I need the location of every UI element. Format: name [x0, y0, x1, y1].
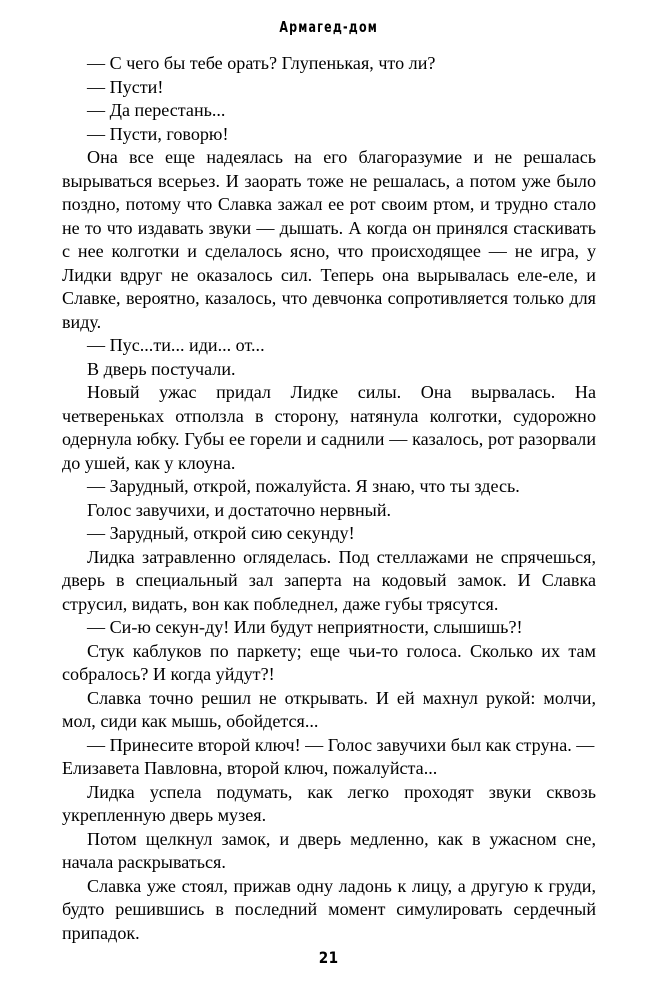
- body-paragraph: Новый ужас придал Лидке силы. Она вырвалась. На четвереньках отползла в сторону, натянула колготки, судорожно одернула юбку. Губы ее горели и саднили — казалось, рот разорвали до ушей, как у клоуна.: [62, 382, 596, 473]
- running-head-title: Армагед-дом: [279, 18, 378, 36]
- dialogue-line: — Зарудный, открой, пожалуйста. Я знаю, что ты здесь.: [87, 476, 520, 496]
- body-paragraph: Она все еще надеялась на его благоразумие и не решалась вырываться всерьез. И заорать тоже не решалась, а потом уже было поздно, потому что Славка зажал ее рот своим ртом, и трудно стало не то что издавать звуки — дышать. А когда он принялся стаскивать с нее колготки и сделалось ясно, что происходящее — не игра, у Лидки вдруг не оказалось сил. Теперь она вырывалась еле-еле, и Славке, вероятно, казалось, что девчонка сопротивляется только для виду.: [62, 147, 596, 332]
- body-paragraph: Голос завучихи, и достаточно нервный.: [87, 499, 392, 520]
- body-paragraph: Потом щелкнул замок, и дверь медленно, как в ужасном сне, начала раскрываться.: [62, 828, 596, 872]
- dialogue-line: — Пусти!: [87, 76, 164, 97]
- running-head: [0, 18, 657, 37]
- body-paragraph: Славка уже стоял, прижав одну ладонь к лицу, а другую к груди, будто решившись в последний момент симулировать сердечный припадок.: [62, 875, 596, 943]
- dialogue-line: — Пус...ти... иди... от...: [87, 335, 265, 355]
- body-paragraph: В дверь постучали.: [87, 358, 236, 379]
- body-paragraph: Лидка успела подумать, как легко проходят звуки сквозь укрепленную дверь музея.: [62, 781, 596, 825]
- page-number: 21: [318, 948, 339, 967]
- dialogue-line: — Принесите второй ключ! — Голос завучихи был как струна. — Елизавета Павловна, второй ключ, пожалуйста...: [62, 734, 595, 778]
- body-paragraph: Лидка затравленно огляделась. Под стеллажами не спрячешься, дверь в специальный зал заперта на кодовый замок. И Славка струсил, видать, вон как побледнел, даже губы трясутся.: [62, 546, 596, 614]
- body-text-column: [62, 52, 596, 945]
- dialogue-line: — Зарудный, открой сию секунду!: [87, 523, 355, 543]
- dialogue-line: — С чего бы тебе орать? Глупенькая, что ли?: [87, 53, 436, 73]
- dialogue-line: — Пусти, говорю!: [87, 123, 229, 144]
- dialogue-line: — Си-ю секун-ду! Или будут неприятности, слышишь?!: [87, 617, 523, 637]
- body-paragraph: Стук каблуков по паркету; еще чьи-то голоса. Сколько их там собралось? И когда уйдут?!: [62, 640, 596, 684]
- body-paragraph: Славка точно решил не открывать. И ей махнул рукой: молчи, мол, сиди как мышь, обойдется...: [62, 687, 596, 731]
- dialogue-line: — Да перестань...: [87, 100, 226, 120]
- page-folio: [0, 948, 657, 968]
